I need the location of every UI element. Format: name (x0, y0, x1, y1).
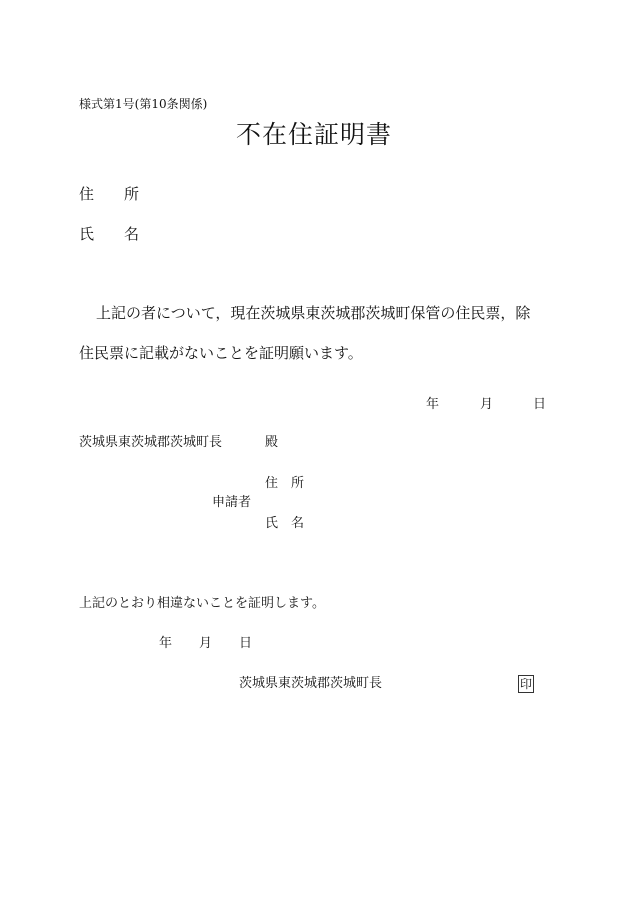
subject-name-label: 氏 名 (79, 225, 140, 243)
request-text-line2: 住民票に記載がないことを証明願います。 (79, 344, 363, 362)
request-date-day: 日 (533, 397, 547, 412)
request-date-year: 年 (426, 397, 440, 412)
issuer-name: 茨城県東茨城郡茨城町長 (239, 676, 383, 691)
page-title: 不在住証明書 (236, 120, 393, 149)
subject-address-label: 住 所 (79, 185, 140, 203)
request-text-line1: 上記の者について，現在茨城県東茨城郡茨城町保管の住民票，除 (96, 304, 531, 322)
certification-date-year: 年 (159, 636, 173, 651)
applicant-name-label: 氏 名 (265, 516, 305, 531)
addressee-honorific: 殿 (265, 435, 279, 450)
form-number: 様式第1号(第10条関係) (79, 97, 208, 111)
certification-date-month: 月 (199, 636, 213, 651)
addressee-name: 茨城県東茨城郡茨城町長 (79, 435, 223, 450)
applicant-label: 申請者 (212, 495, 252, 510)
seal-icon: 印 (519, 677, 532, 691)
seal-mark (518, 675, 534, 693)
request-date-month: 月 (480, 397, 494, 412)
certification-text: 上記のとおり相違ないことを証明します。 (79, 596, 325, 611)
applicant-address-label: 住 所 (265, 476, 305, 491)
certification-date-day: 日 (239, 636, 253, 651)
